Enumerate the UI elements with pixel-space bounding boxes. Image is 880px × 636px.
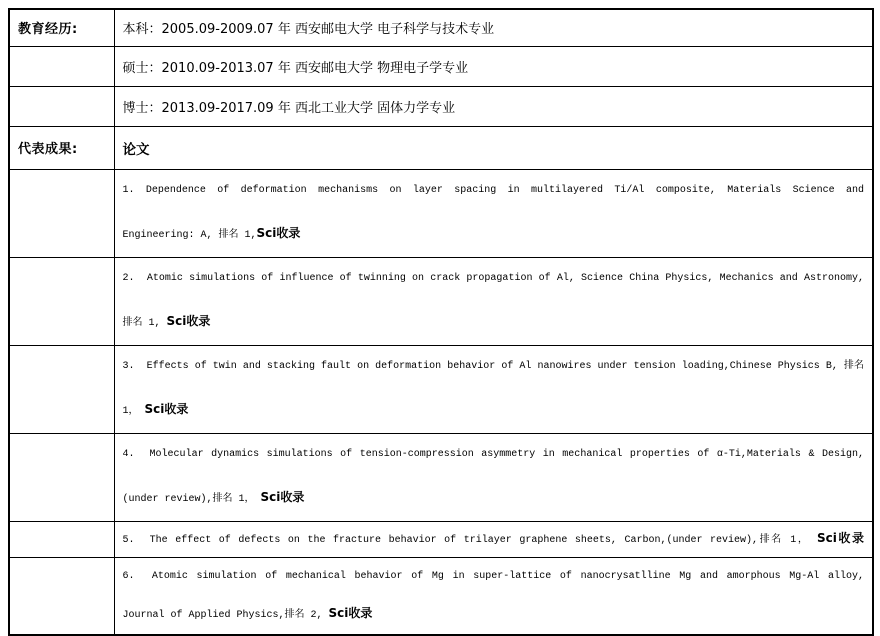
publication-row-4 <box>9 433 873 521</box>
empty-label-cell <box>9 557 114 635</box>
publication-row-2 <box>9 257 873 345</box>
publication-sci-badge: Sci收录 <box>166 313 211 328</box>
empty-label-cell <box>9 46 114 86</box>
publication-text: 6. Atomic simulation of mechanical behavior of Mg in super-lattice of nanocrysatlline Mg and amorphous Mg-Al alloy, Journal of Applied Physics,排名 2, <box>122 570 864 621</box>
education-master-text: 硕士：2010.09-2013.07 年 西安邮电大学 物理电子学专业 <box>114 46 873 86</box>
publication-sci-badge: Sci收录 <box>817 530 864 545</box>
education-phd-text: 博士：2013.09-2017.09 年 西北工业大学 固体力学专业 <box>114 86 873 126</box>
empty-label-cell <box>9 86 114 126</box>
achievements-section-label: 代表成果: <box>9 126 114 169</box>
publication-sci-badge: Sci收录 <box>144 401 189 416</box>
cv-table <box>8 8 874 636</box>
education-row-phd <box>9 86 873 126</box>
publication-item-4 <box>114 433 873 521</box>
publication-sci-badge: Sci收录 <box>328 605 373 620</box>
publication-item-1 <box>114 169 873 257</box>
publication-row-6 <box>9 557 873 635</box>
publication-item-6 <box>114 557 873 635</box>
publication-text: 3. Effects of twin and stacking fault on deformation behavior of Al nanowires under tension loading,Chinese Physics B, 排名 1， <box>122 360 864 417</box>
empty-label-cell <box>9 433 114 521</box>
education-row-bachelor <box>9 9 873 46</box>
publication-item-5 <box>114 521 873 557</box>
publication-text: 1. Dependence of deformation mechanisms on layer spacing in multilayered Ti/Al composite, Materials Science and Engineering: A, 排名 1, <box>122 184 864 241</box>
publication-text: 4. Molecular dynamics simulations of tension-compression asymmetry in mechanical properties of α-Ti,Materials & Design, (under review),排名 1， <box>122 448 864 505</box>
publications-section-title: 论文 <box>114 126 873 169</box>
education-row-master <box>9 46 873 86</box>
publication-row-5 <box>9 521 873 557</box>
achievements-header-row <box>9 126 873 169</box>
publication-item-2 <box>114 257 873 345</box>
publication-sci-badge: Sci收录 <box>256 225 301 240</box>
publication-text: 2. Atomic simulations of influence of twinning on crack propagation of Al, Science China Physics, Mechanics and Astronomy, 排名 1, <box>122 272 864 329</box>
empty-label-cell <box>9 257 114 345</box>
publication-row-1 <box>9 169 873 257</box>
publication-text: 5. The effect of defects on the fracture behavior of trilayer graphene sheets, Carbon,(under review),排名 1， <box>122 534 817 546</box>
empty-label-cell <box>9 521 114 557</box>
publication-sci-badge: Sci收录 <box>260 489 305 504</box>
empty-label-cell <box>9 345 114 433</box>
publication-row-3 <box>9 345 873 433</box>
empty-label-cell <box>9 169 114 257</box>
education-bachelor-text: 本科：2005.09-2009.07 年 西安邮电大学 电子科学与技术专业 <box>114 9 873 46</box>
education-section-label: 教育经历: <box>9 9 114 46</box>
publication-item-3 <box>114 345 873 433</box>
